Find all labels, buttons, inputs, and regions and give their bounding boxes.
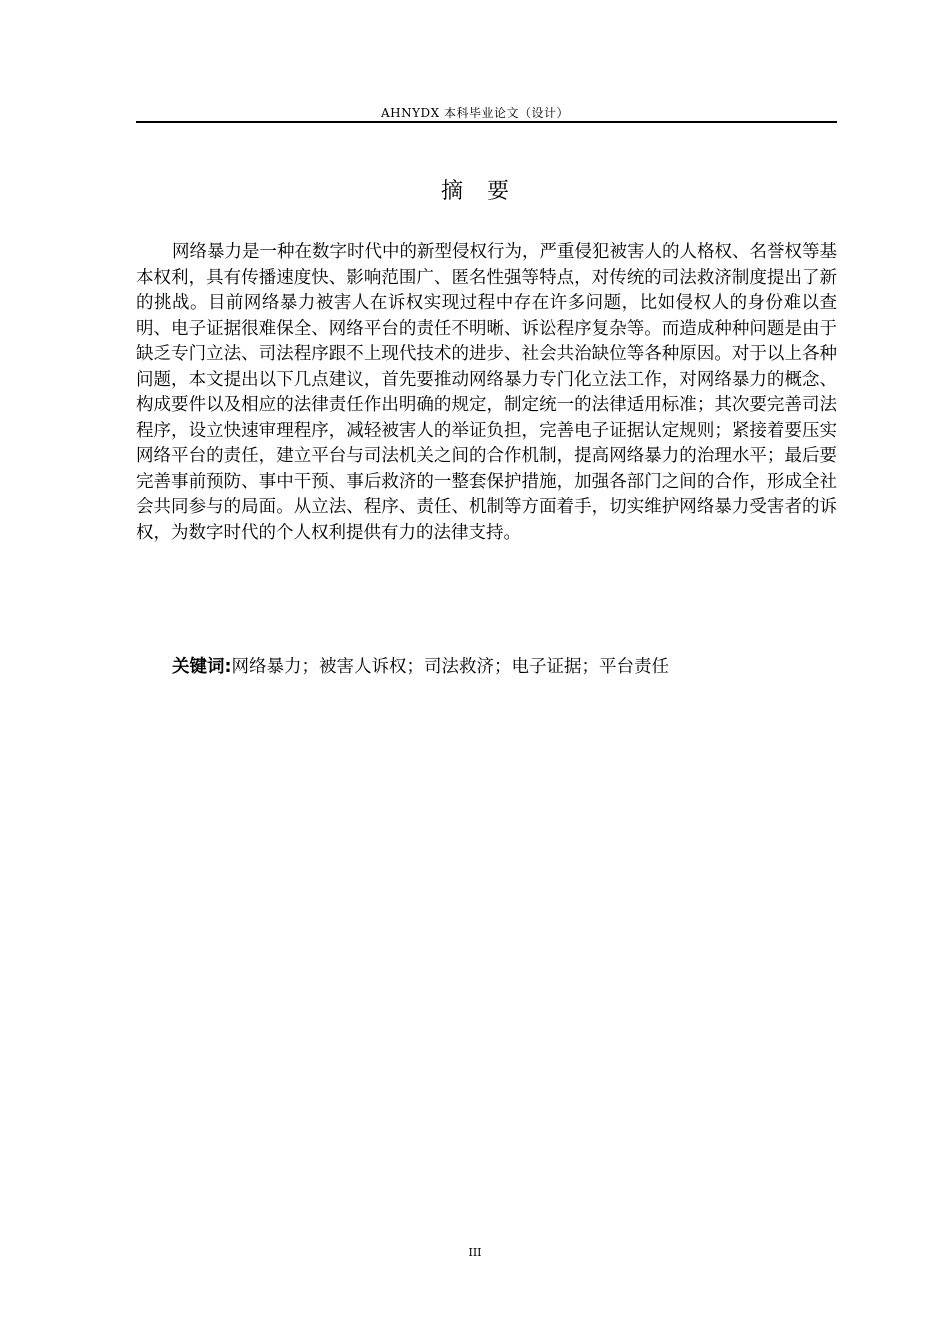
abstract-body: 网络暴力是一种在数字时代中的新型侵权行为，严重侵犯被害人的人格权、名誉权等基本权利，具有传播速度快、影响范围广、匿名性强等特点，对传统的司法救济制度提出了新的挑战。目前网络暴力被害人在诉权实现过程中存在许多问题，比如侵权人的身份难以查明、电子证据很难保全、网络平台的责任不明晰、诉讼程序复杂等。而造成种种问题是由于缺乏专门立法、司法程序跟不上现代技术的进步、社会共治缺位等各种原因。对于以上各种问题，本文提出以下几点建议，首先要推动网络暴力专门化立法工作，对网络暴力的概念、构成要件以及相应的法律责任作出明确的规定，制定统一的法律适用标准；其次要完善司法程序，设立快速审理程序，减轻被害人的举证负担，完善电子证据认定规则；紧接着要压实网络平台的责任，建立平台与司法机关之间的合作机制，提高网络暴力的治理水平；最后要完善事前预防、事中干预、事后救济的一整套保护措施，加强各部门之间的合作，形成全社会共同参与的局面。从立法、程序、责任、机制等方面着手，切实维护网络暴力受害者的诉权，为数字时代的个人权利提供有力的法律支持。 xyxy=(136,242,837,543)
keywords-line xyxy=(172,655,837,681)
header-divider xyxy=(136,121,837,123)
keywords-label: 关键词: xyxy=(172,657,232,677)
keywords-text: 网络暴力；被害人诉权；司法救济；电子证据；平台责任 xyxy=(231,657,669,677)
page-number: III xyxy=(468,1246,482,1259)
running-header: AHNYDX 本科毕业论文（设计） xyxy=(380,106,570,120)
abstract-title: 摘要 xyxy=(440,179,533,204)
